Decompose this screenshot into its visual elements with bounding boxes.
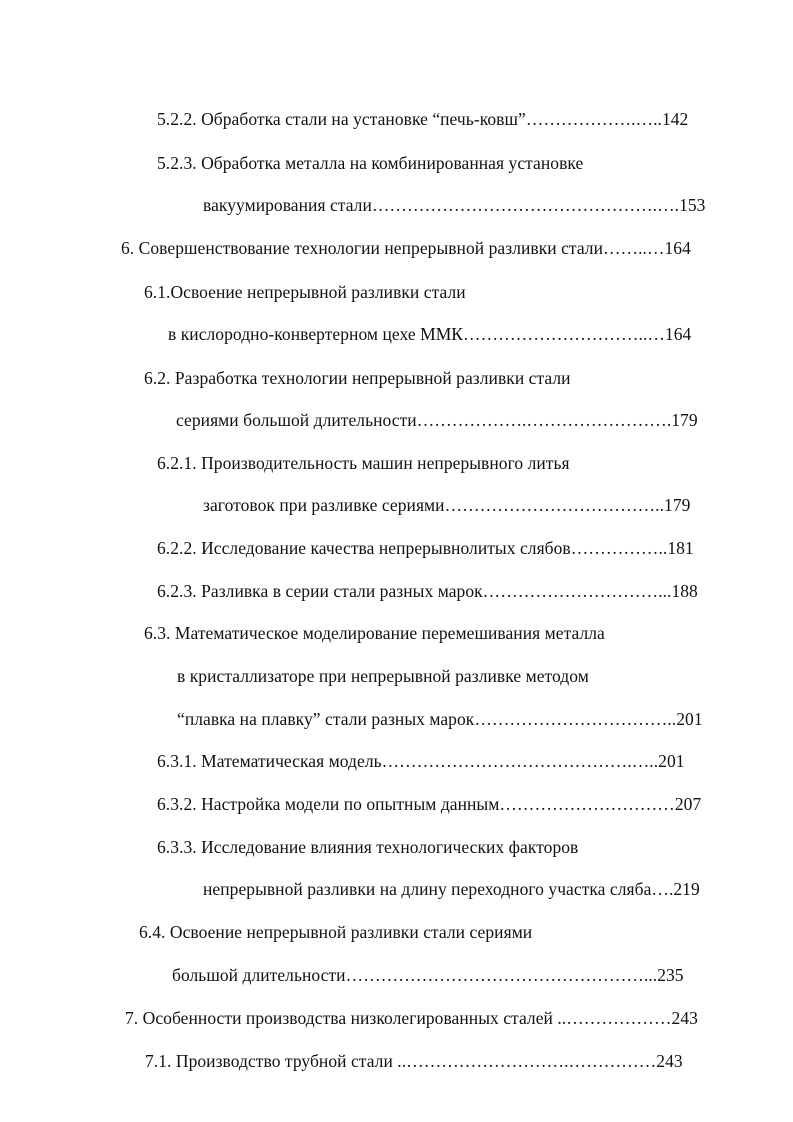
toc-entry: “плавка на плавку” стали разных марок……………………………..201 <box>177 709 703 729</box>
toc-entry: 7.1. Производство трубной стали ..……………………….……………243 <box>145 1051 683 1071</box>
toc-entry: 6. Совершенствование технологии непрерывной разливки стали……..…164 <box>121 238 691 258</box>
toc-entry: в кислородно-конвертерном цехе ММК…………………………..…164 <box>168 324 692 344</box>
toc-entry: в кристаллизаторе при непрерывной разливке методом <box>177 666 589 686</box>
toc-entry: 6.2.2. Исследование качества непрерывнолитых слябов……………..181 <box>157 538 694 558</box>
toc-entry: большой длительности……………………………………………...235 <box>172 965 684 985</box>
toc-entry: 5.2.2. Обработка стали на установке “печь-ковш”……………….…..142 <box>157 109 689 129</box>
toc-entry: 6.2.1. Производительность машин непрерывного литья <box>157 453 570 473</box>
toc-entry: 6.2.3. Разливка в серии стали разных марок…………………………...188 <box>157 581 698 601</box>
toc-entry: сериями большой длительности……………….…………………….179 <box>176 410 698 430</box>
toc-entry: 6.1.Освоение непрерывной разливки стали <box>144 282 466 302</box>
toc-entry: 7. Особенности производства низколегированных сталей ..………………243 <box>125 1008 698 1028</box>
toc-entry: вакуумирования стали………………………………………….….153 <box>203 195 706 215</box>
toc-entry: 5.2.3. Обработка металла на комбинированная установке <box>157 153 584 173</box>
toc-entry: 6.4. Освоение непрерывной разливки стали сериями <box>139 922 533 942</box>
toc-entry: 6.3. Математическое моделирование перемешивания металла <box>144 623 605 643</box>
toc-entry: 6.2. Разработка технологии непрерывной разливки стали <box>144 368 571 388</box>
toc-entry: 6.3.2. Настройка модели по опытным данным…………………………207 <box>157 794 702 814</box>
toc-entry: 6.3.1. Математическая модель…………………………………….…..201 <box>157 751 685 771</box>
toc-entry: 6.3.3. Исследование влияния технологических факторов <box>157 837 579 857</box>
toc-entry: непрерывной разливки на длину переходного участка сляба….219 <box>203 879 700 899</box>
toc-entry: заготовок при разливке сериями………………………………..179 <box>203 495 691 515</box>
